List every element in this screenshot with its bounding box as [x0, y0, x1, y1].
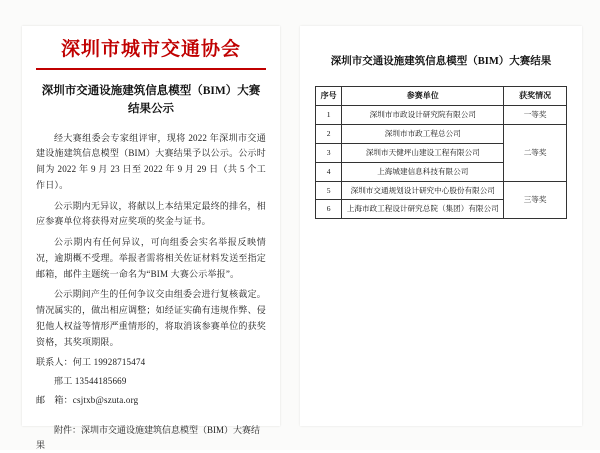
table-header-row: [316, 86, 567, 105]
body-paragraph: 经大赛组委会专家组评审，现将 2022 年深圳市交通建设施建筑信息模型（BIM）大赛结果予以公示。公示时间为 2022 年 9 月 23 日至 2022 年 9 月 29 日（共 5 个工作日）。: [36, 132, 266, 190]
contact-email: 邮 箱：csjtxb@szuta.org: [36, 394, 139, 405]
header-divider: [36, 68, 266, 70]
document-title-line-1: 深圳市交通设施建筑信息模型（BIM）大赛: [41, 84, 261, 97]
body-paragraph: 公示期内有任何异议，可向组委会实名举报反映情况，逾期概不受理。举报者需将相关佐证材料发送至指定邮箱，邮件主题统一命名为“BIM 大赛公示举报”。: [36, 237, 267, 279]
results-table: [315, 86, 567, 220]
cell-no: 6: [316, 200, 342, 219]
cell-unit: 上海市政工程设计研究总院（集团）有限公司: [342, 200, 504, 219]
cell-no: 3: [316, 143, 342, 162]
attachment-note: 附件：深圳市交通设施建筑信息模型（BIM）大赛结果: [36, 424, 261, 450]
table-row: [316, 106, 567, 125]
cell-no: 2: [316, 125, 342, 144]
column-header-award: 获奖情况: [504, 86, 567, 105]
table-row: [316, 181, 567, 200]
contact-line: 联系人：何工 19928715474: [36, 357, 146, 368]
cell-unit: 深圳市市政设计研究院有限公司: [342, 106, 504, 125]
cell-unit: 深圳市交通规划设计研究中心股份有限公司: [342, 181, 504, 200]
document-body: [36, 131, 266, 409]
cell-unit: 深圳市天健坪山建设工程有限公司: [342, 143, 504, 162]
notice-document: [22, 26, 280, 450]
body-paragraph: 公示期间产生的任何争议交由组委会进行复核裁定。情况属实的，做出相应调整；如经证实确有违规作弊、侵犯他人权益等情形严重情形的，将取消该参赛单位的获奖资格，其奖项期限。: [36, 289, 267, 347]
cell-award: 一等奖: [504, 106, 567, 125]
results-document: [300, 26, 582, 426]
document-title-line-2: 结果公示: [128, 103, 174, 116]
cell-award: 三等奖: [504, 181, 567, 219]
column-header-no: 序号: [316, 86, 342, 105]
organization-title: 深圳市城市交通协会: [60, 39, 241, 60]
cell-unit: 上海城建信息科技有限公司: [342, 162, 504, 181]
column-header-unit: 参赛单位: [342, 86, 504, 105]
document-title: [36, 82, 266, 119]
cell-unit: 深圳市市政工程总公司: [342, 125, 504, 144]
body-paragraph: 公示期内无异议，将献以上本结果定最终的排名，相应参赛单位将获得对应奖项的奖金与证书。: [36, 200, 266, 227]
cell-no: 1: [316, 106, 342, 125]
cell-no: 4: [316, 162, 342, 181]
contact-block: [36, 355, 266, 408]
contact-line: 邢工 13544185669: [54, 376, 127, 387]
cell-no: 5: [316, 181, 342, 200]
results-table-title: 深圳市交通设施建筑信息模型（BIM）大赛结果: [330, 56, 552, 67]
table-row: [316, 125, 567, 144]
cell-award: 二等奖: [504, 125, 567, 182]
